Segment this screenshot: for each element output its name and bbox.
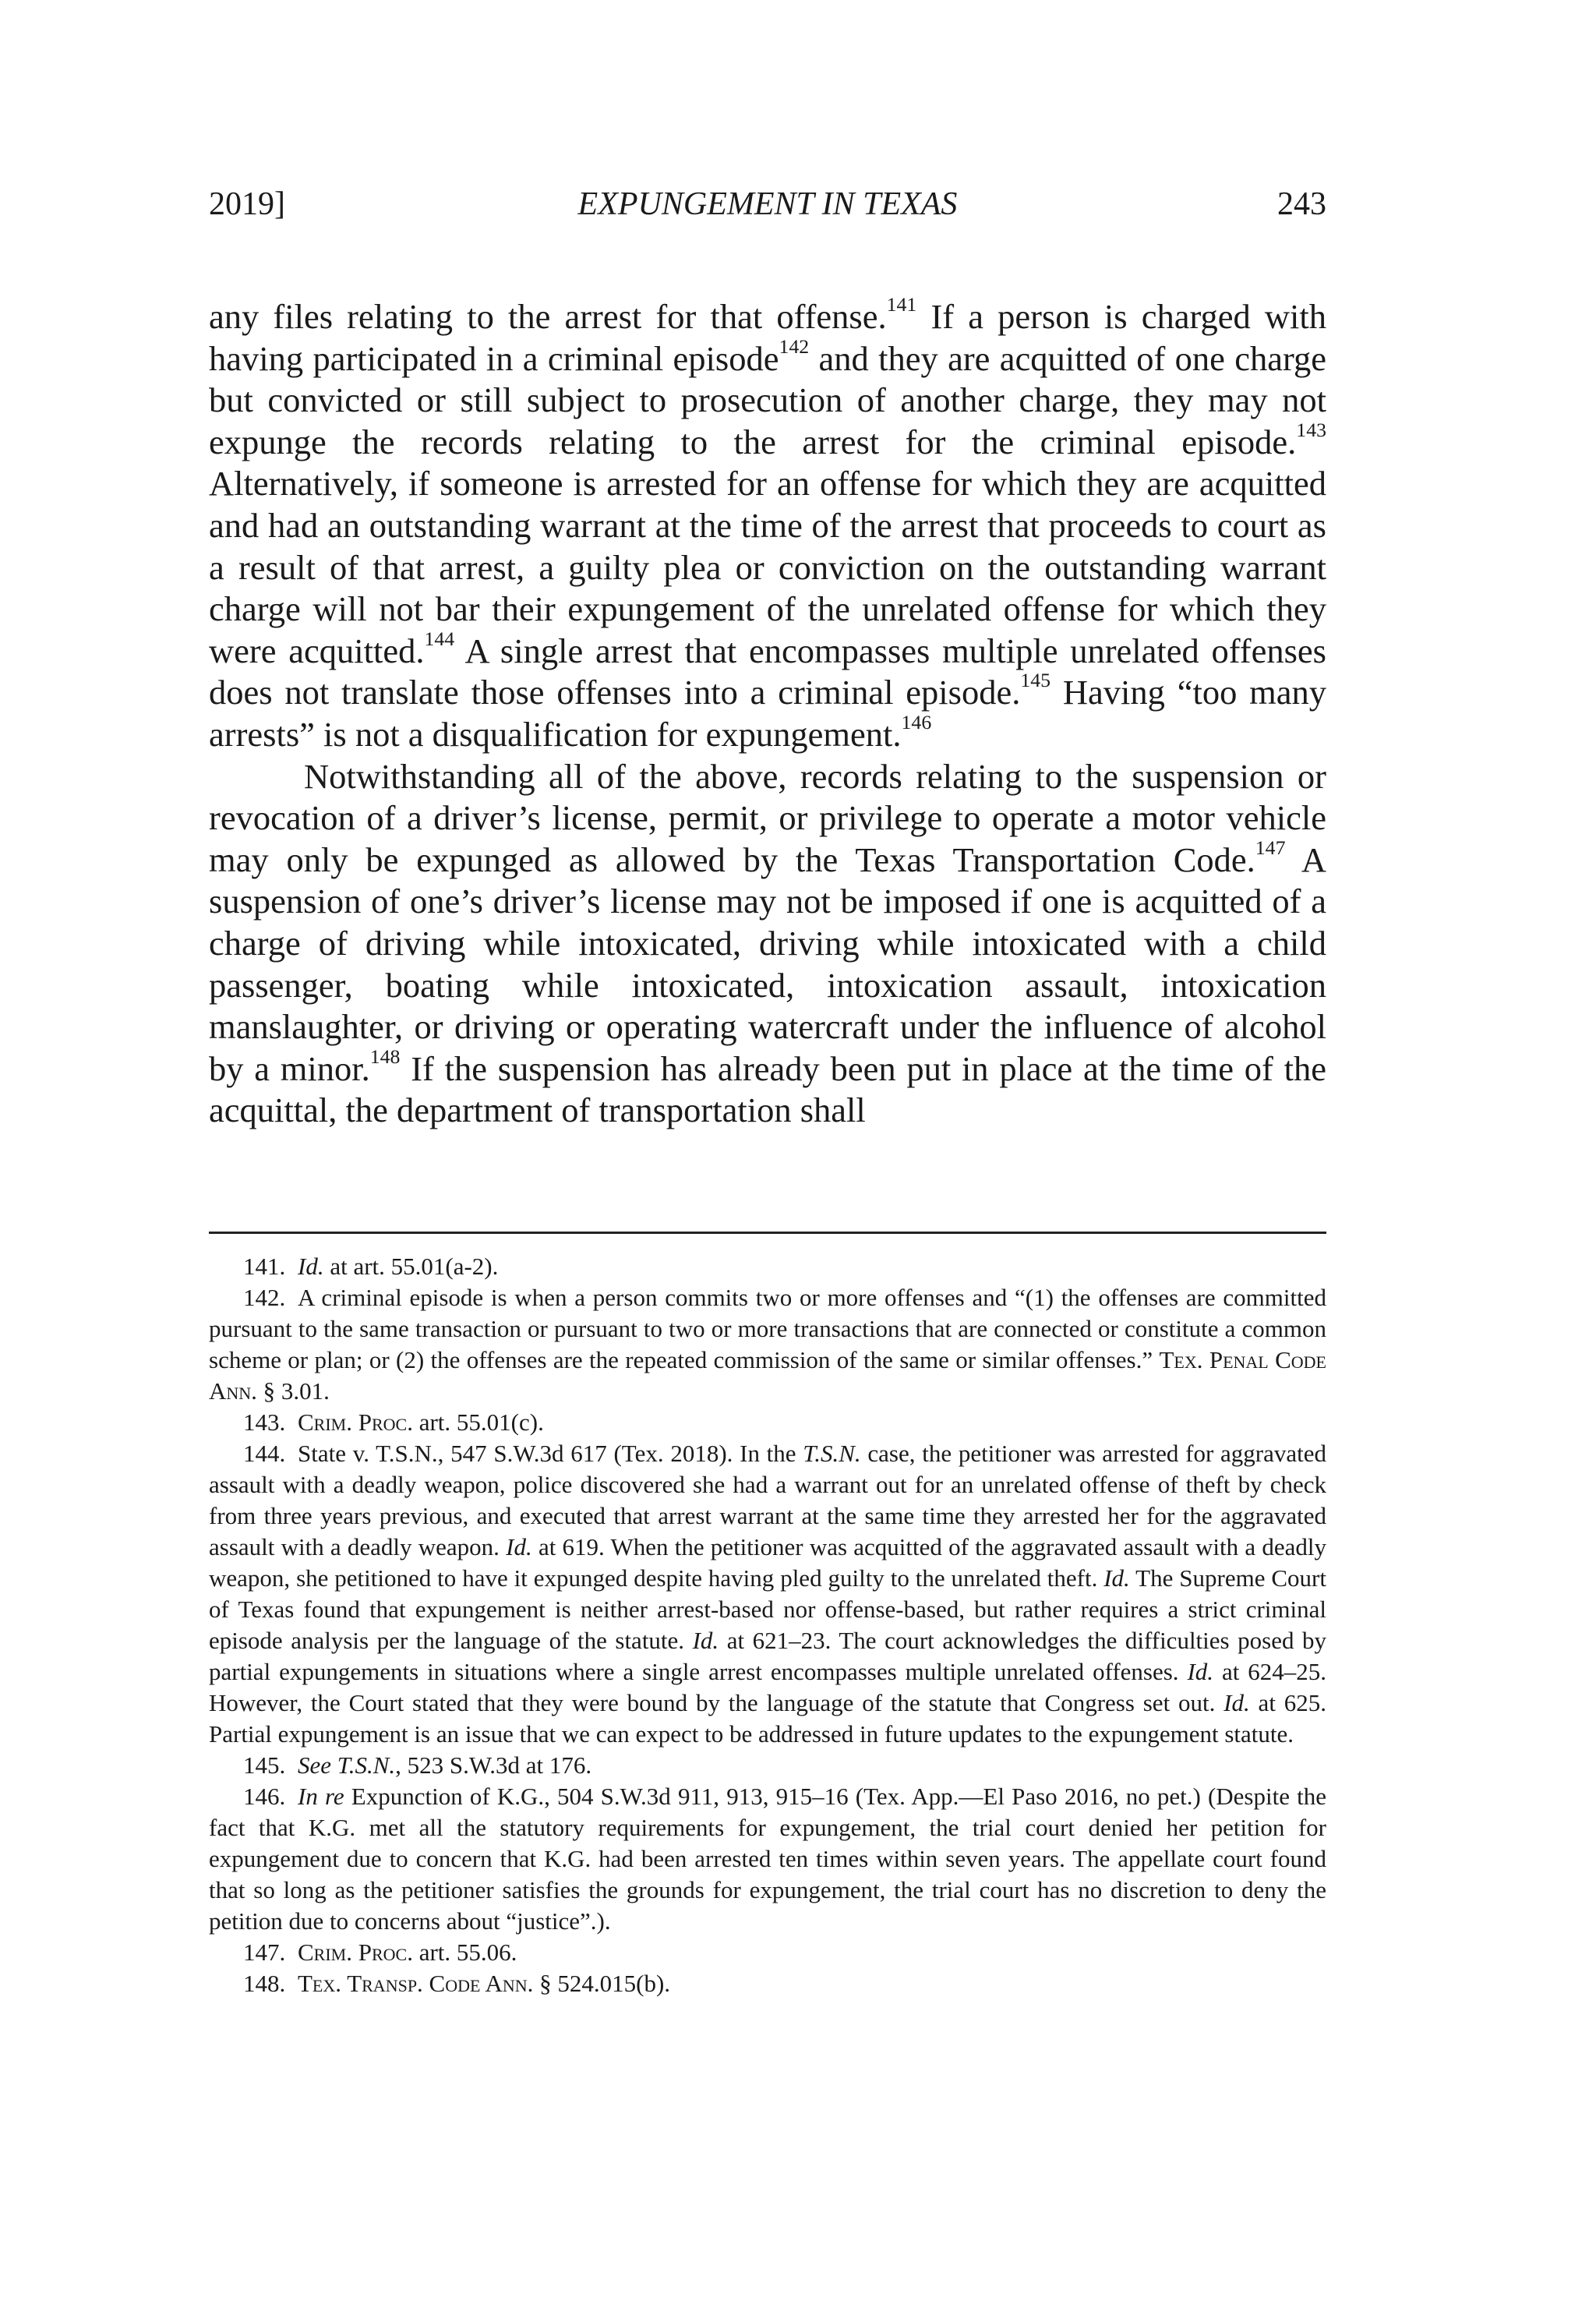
- id-cite: Id.: [1223, 1689, 1250, 1716]
- footnote-141: [209, 1251, 1326, 1282]
- text-run: , 523 S.W.3d at 176.: [395, 1751, 592, 1779]
- footnote-147: [209, 1937, 1326, 1968]
- main-text: [209, 293, 1326, 1132]
- footnotes: [209, 1251, 1326, 1999]
- header-year: 2019]: [209, 186, 285, 222]
- footnote-ref-142[interactable]: 142: [779, 334, 810, 358]
- statute-cite: Tex. Transp. Code Ann.: [298, 1970, 534, 1997]
- footnote-number: 146.: [243, 1783, 286, 1810]
- footnote-142: [209, 1282, 1326, 1407]
- footnote-number: 141.: [243, 1253, 286, 1280]
- statute-cite: Tex. Penal Code Ann.: [209, 1346, 1326, 1405]
- text-run: art. 55.06.: [412, 1939, 517, 1966]
- text-run: at 624–25. However, the Court stated that they were bound by the language of the statute that Congress set out.: [209, 1658, 1326, 1716]
- footnote-divider: [209, 1232, 1326, 1234]
- text-run: A criminal episode is when a person commits two or more offenses and “(1) the offenses are committed pursuant to the same transaction or pursuant to two or more transactions that are connected or constitute a common scheme or plan; or (2) the offenses are the repeated commission of the same or similar offenses.”: [209, 1284, 1326, 1373]
- text-run: Having “too many arrests” is not a disqualification for expungement.: [209, 673, 1326, 754]
- page-number: 243: [1277, 186, 1326, 222]
- footnote-ref-144[interactable]: 144: [424, 627, 455, 650]
- footnote-number: 144.: [243, 1440, 286, 1467]
- text-run: State v. T.S.N., 547 S.W.3d 617 (Tex. 2018). In the: [298, 1440, 803, 1467]
- id-cite: Id.: [692, 1627, 719, 1654]
- id-cite: Id.: [1103, 1564, 1130, 1592]
- text-run: and they are acquitted of one charge but convicted or still subject to prosecution of another charge, they may not expunge the records relating to the arrest for the criminal episode.: [209, 338, 1326, 461]
- text-run: The Supreme Court of Texas found that expungement is neither arrest-based nor offense-based, but rather requires a strict criminal episode analysis per the language of the statute.: [209, 1564, 1326, 1654]
- footnote-number: 142.: [243, 1284, 286, 1311]
- text-run: If a person is charged with having participated in a criminal episode: [209, 297, 1326, 378]
- footnote-ref-146[interactable]: 146: [901, 711, 932, 733]
- footnote-144: [209, 1438, 1326, 1750]
- text-run: If the suspension has already been put in place at the time of the acquittal, the department of transportation shall: [209, 1048, 1326, 1130]
- text-run: at 619. When the petitioner was acquitted of the aggravated assault with a deadly weapon, she petitioned to have it expunged despite having pled guilty to the unrelated theft.: [209, 1533, 1326, 1592]
- footnote-ref-143[interactable]: 143: [1296, 418, 1326, 441]
- id-cite: Id.: [1187, 1658, 1214, 1685]
- text-run: A single arrest that encompasses multiple unrelated offenses does not translate those offenses into a criminal episode.: [209, 631, 1326, 712]
- footnote-number: 147.: [243, 1939, 286, 1966]
- footnote-145: [209, 1750, 1326, 1781]
- text-run: any files relating to the arrest for that offense.: [209, 297, 887, 336]
- footnote-ref-148[interactable]: 148: [369, 1044, 401, 1068]
- statute-cite: Crim. Proc.: [298, 1408, 413, 1436]
- text-run: art. 55.01(c).: [412, 1408, 544, 1436]
- statute-cite: Crim. Proc.: [298, 1939, 413, 1966]
- case-name: T.S.N.: [803, 1440, 861, 1467]
- text-run: at art. 55.01(a-2).: [323, 1253, 499, 1280]
- text-run: Expunction of K.G., 504 S.W.3d 911, 913, 915–16 (Tex. App.—El Paso 2016, no pet.) (Despite the fact that K.G. met all the statutory requirements for expungement, the trial court denied her petition for expungement due to concern that K.G. had been arrested ten times within seven years. The appellate court found that so long as the petitioner satisfies the grounds for expungement, the trial court has no discretion to deny the petition due to concerns about “justice”.).: [209, 1783, 1326, 1935]
- text-run: at 625. Partial expungement is an issue that we can expect to be addressed in future updates to the expungement statute.: [209, 1689, 1326, 1748]
- id-cite: Id.: [298, 1253, 324, 1280]
- text-run: at 621–23. The court acknowledges the difficulties posed by partial expungements in situations where a single arrest encompasses multiple unrelated offenses.: [209, 1627, 1327, 1685]
- footnote-ref-145[interactable]: 145: [1020, 669, 1051, 692]
- footnote-number: 148.: [243, 1970, 286, 1997]
- case-signal: In re: [298, 1783, 344, 1810]
- text-run: A suspension of one’s driver’s license may not be imposed if one is acquitted of a charge of driving while intoxicated, driving while intoxicated with a child passenger, boating while intoxicated, intoxication assault, intoxication manslaughter, or driving or operating watercraft under the influence of alcohol by a minor.: [209, 839, 1326, 1088]
- header-title: EXPUNGEMENT IN TEXAS: [577, 186, 958, 222]
- text-run: Notwithstanding all of the above, records relating to the suspension or revocation of a driver’s license, permit, or privilege to operate a motor vehicle may only be expunged as allowed by the Texas Transportation Code.: [209, 756, 1326, 879]
- text-run: Alternatively, if someone is arrested for an offense for which they are acquitted and had an outstanding warrant at the time of the arrest that proceeds to court as a result of that arrest, a guilty plea or conviction on the outstanding warrant charge will not bar their expungement of the unrelated offense for which they were acquitted.: [209, 464, 1326, 670]
- paragraph-1: [209, 293, 1326, 756]
- footnote-143: [209, 1407, 1326, 1438]
- id-cite: Id.: [506, 1533, 532, 1560]
- footnote-ref-147[interactable]: 147: [1255, 836, 1286, 859]
- paragraph-2: [209, 756, 1326, 1132]
- footnote-number: 145.: [243, 1751, 286, 1779]
- footnote-148: [209, 1968, 1326, 1999]
- text-run: § 3.01.: [256, 1377, 330, 1405]
- case-name: See T.S.N.: [298, 1751, 396, 1779]
- footnote-number: 143.: [243, 1408, 286, 1436]
- footnote-146: [209, 1781, 1326, 1937]
- text-run: case, the petitioner was arrested for aggravated assault with a deadly weapon, police discovered she had a warrant out for an unrelated offense of theft by check from three years previous, and executed that arrest warrant at the same time they arrested her for the aggravated assault with a deadly weapon.: [209, 1440, 1326, 1560]
- footnote-ref-141[interactable]: 141: [886, 293, 917, 316]
- running-header: [209, 181, 1326, 228]
- text-run: § 524.015(b).: [533, 1970, 671, 1997]
